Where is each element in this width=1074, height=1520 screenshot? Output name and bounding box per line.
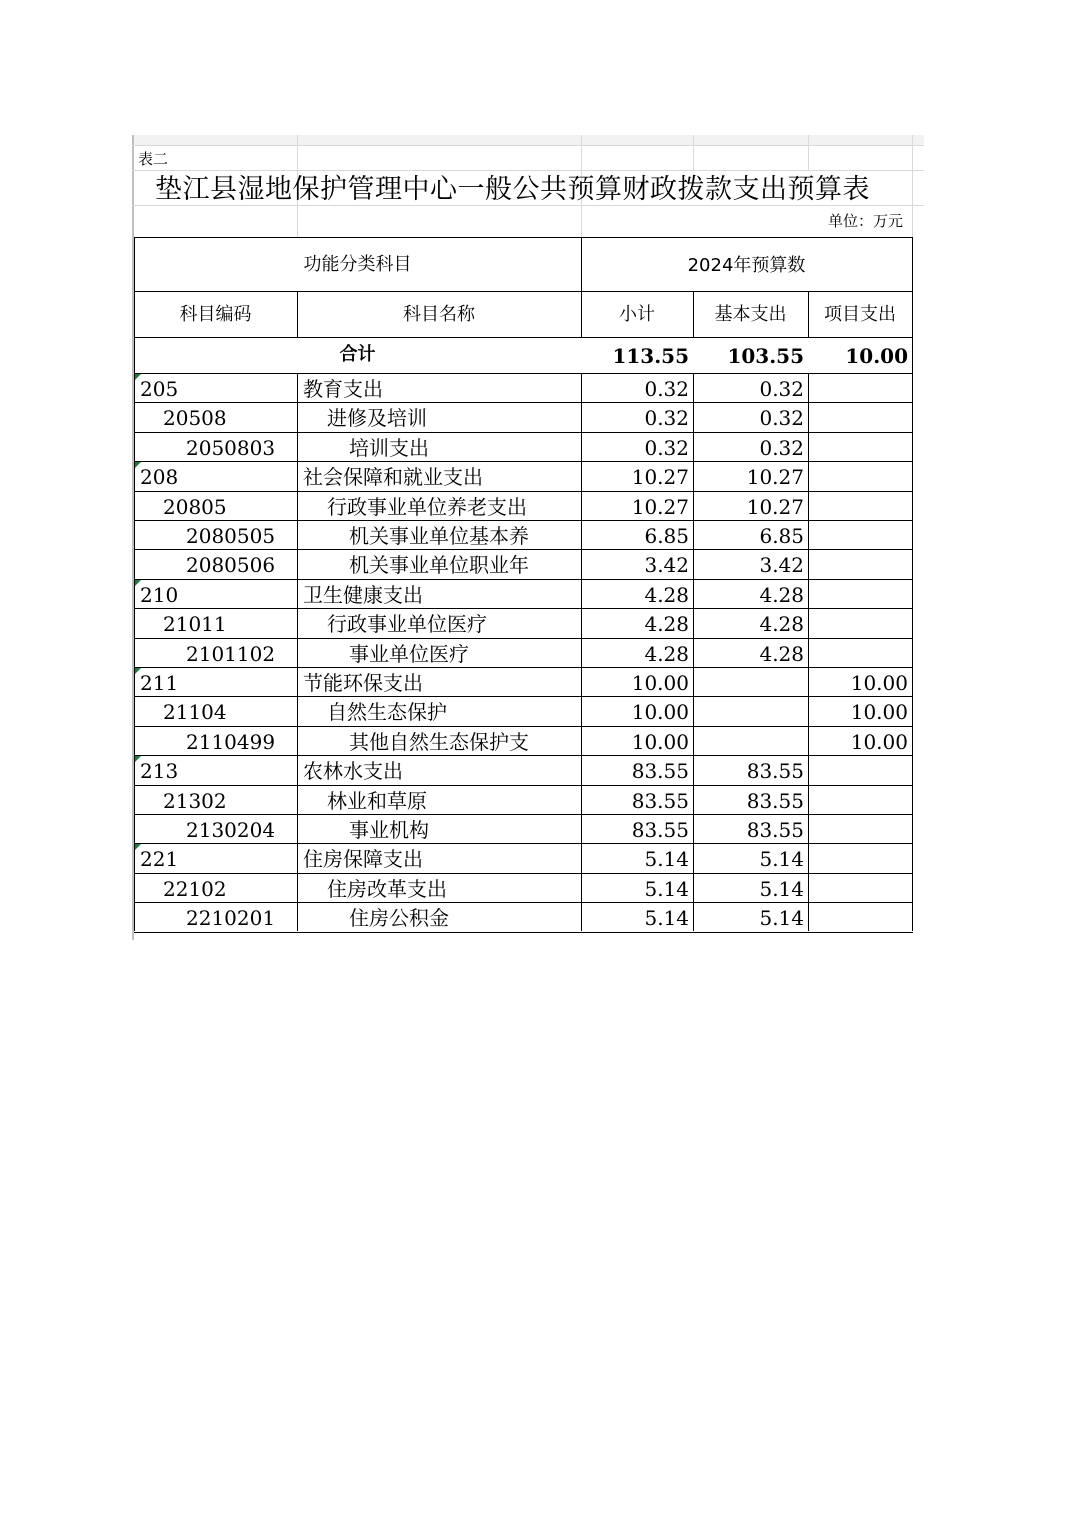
row-border bbox=[134, 785, 913, 786]
row-code: 22102 bbox=[163, 877, 227, 901]
table-border bbox=[134, 373, 913, 374]
row-basic: 5.14 bbox=[759, 906, 804, 930]
header-basic-expense: 基本支出 bbox=[714, 304, 787, 325]
row-basic: 0.32 bbox=[759, 406, 804, 430]
row-subtotal: 5.14 bbox=[644, 847, 689, 871]
row-border bbox=[134, 549, 913, 550]
gridline bbox=[808, 135, 809, 170]
row-border bbox=[134, 432, 913, 433]
row-subtotal: 0.32 bbox=[644, 436, 689, 460]
row-name: 住房改革支出 bbox=[327, 877, 447, 901]
row-border bbox=[134, 814, 913, 815]
row-name: 培训支出 bbox=[349, 436, 429, 460]
row-basic: 0.32 bbox=[759, 377, 804, 401]
row-subtotal: 83.55 bbox=[631, 818, 689, 842]
row-name: 自然生态保护 bbox=[327, 700, 447, 724]
row-code: 2110499 bbox=[186, 730, 276, 754]
table-border bbox=[134, 291, 913, 292]
row-code: 2101102 bbox=[186, 642, 276, 666]
unit-label: 单位：万元 bbox=[828, 212, 904, 230]
cell-marker-icon bbox=[135, 374, 141, 380]
row-code: 20508 bbox=[163, 406, 227, 430]
row-basic: 10.27 bbox=[746, 465, 804, 489]
row-code: 2080505 bbox=[186, 524, 276, 548]
row-subtotal: 4.28 bbox=[644, 612, 689, 636]
row-border bbox=[134, 726, 913, 727]
row-name: 住房保障支出 bbox=[303, 847, 423, 871]
row-border bbox=[134, 579, 913, 580]
row-basic: 3.42 bbox=[759, 553, 804, 577]
row-code: 205 bbox=[140, 377, 179, 401]
row-subtotal: 10.27 bbox=[631, 495, 689, 519]
row-code: 2050803 bbox=[186, 436, 276, 460]
row-name: 林业和草原 bbox=[327, 789, 427, 813]
row-border bbox=[134, 402, 913, 403]
cell-marker-icon bbox=[135, 844, 141, 850]
cell-marker-icon bbox=[135, 668, 141, 674]
row-name: 节能环保支出 bbox=[303, 671, 423, 695]
row-basic: 4.28 bbox=[759, 612, 804, 636]
row-subtotal: 0.32 bbox=[644, 406, 689, 430]
row-border bbox=[134, 638, 913, 639]
row-border bbox=[134, 608, 913, 609]
row-border bbox=[134, 843, 913, 844]
table-border bbox=[134, 237, 913, 238]
row-subtotal: 5.14 bbox=[644, 877, 689, 901]
row-border bbox=[134, 932, 913, 933]
row-name: 事业单位医疗 bbox=[349, 642, 469, 666]
row-name: 机关事业单位基本养 bbox=[349, 524, 529, 548]
gridline bbox=[912, 135, 913, 238]
row-border bbox=[134, 696, 913, 697]
row-subtotal: 10.00 bbox=[631, 671, 689, 695]
header-subject-name: 科目名称 bbox=[403, 304, 475, 325]
table-border bbox=[808, 373, 809, 931]
row-code: 2130204 bbox=[186, 818, 276, 842]
row-code: 21011 bbox=[163, 612, 227, 636]
row-subtotal: 10.27 bbox=[631, 465, 689, 489]
row-basic: 5.14 bbox=[759, 877, 804, 901]
row-basic: 83.55 bbox=[746, 818, 804, 842]
total-subtotal: 113.55 bbox=[612, 344, 689, 368]
row-name: 卫生健康支出 bbox=[303, 583, 423, 607]
row-name: 农林水支出 bbox=[303, 759, 403, 783]
row-border bbox=[134, 461, 913, 462]
row-basic: 6.85 bbox=[759, 524, 804, 548]
row-name: 社会保障和就业支出 bbox=[303, 465, 483, 489]
row-code: 20805 bbox=[163, 495, 227, 519]
column-header-strip bbox=[132, 135, 924, 145]
row-code: 211 bbox=[140, 671, 179, 695]
row-project: 10.00 bbox=[850, 730, 908, 754]
row-name: 其他自然生态保护支 bbox=[349, 730, 529, 754]
page-title: 垫江县湿地保护管理中心一般公共预算财政拨款支出预算表 bbox=[155, 174, 870, 205]
row-border bbox=[134, 491, 913, 492]
table-border bbox=[912, 237, 913, 931]
header-subtotal: 小计 bbox=[619, 304, 655, 325]
row-subtotal: 4.28 bbox=[644, 583, 689, 607]
row-subtotal: 0.32 bbox=[644, 377, 689, 401]
row-subtotal: 3.42 bbox=[644, 553, 689, 577]
gridline bbox=[132, 170, 924, 171]
row-subtotal: 83.55 bbox=[631, 789, 689, 813]
header-project-expense: 项目支出 bbox=[824, 304, 896, 325]
row-border bbox=[134, 902, 913, 903]
row-border bbox=[134, 667, 913, 668]
row-code: 221 bbox=[140, 847, 179, 871]
row-subtotal: 10.00 bbox=[631, 730, 689, 754]
row-name: 住房公积金 bbox=[349, 906, 449, 930]
row-subtotal: 83.55 bbox=[631, 759, 689, 783]
table-border bbox=[297, 373, 298, 931]
row-subtotal: 10.00 bbox=[631, 700, 689, 724]
header-budget-2024: 2024年预算数 bbox=[687, 255, 806, 276]
row-name: 事业机构 bbox=[349, 818, 429, 842]
cell-marker-icon bbox=[135, 756, 141, 762]
row-subtotal: 6.85 bbox=[644, 524, 689, 548]
row-code: 210 bbox=[140, 583, 179, 607]
table-border bbox=[134, 337, 913, 338]
row-basic: 10.27 bbox=[746, 495, 804, 519]
row-project: 10.00 bbox=[850, 700, 908, 724]
row-project: 10.00 bbox=[850, 671, 908, 695]
row-code: 21302 bbox=[163, 789, 227, 813]
cell-marker-icon bbox=[135, 462, 141, 468]
total-basic: 103.55 bbox=[727, 344, 804, 368]
total-label: 合计 bbox=[339, 344, 376, 365]
row-basic: 4.28 bbox=[759, 642, 804, 666]
row-name: 行政事业单位养老支出 bbox=[327, 495, 527, 519]
cell-marker-icon bbox=[135, 580, 141, 586]
total-project: 10.00 bbox=[845, 344, 908, 368]
row-basic: 4.28 bbox=[759, 583, 804, 607]
gridline bbox=[693, 135, 694, 170]
row-name: 行政事业单位医疗 bbox=[327, 612, 487, 636]
gridline bbox=[132, 205, 924, 206]
row-code: 21104 bbox=[163, 700, 227, 724]
table-label: 表二 bbox=[138, 150, 169, 168]
row-subtotal: 4.28 bbox=[644, 642, 689, 666]
row-basic: 5.14 bbox=[759, 847, 804, 871]
header-subject-code: 科目编码 bbox=[179, 304, 252, 325]
row-code: 2080506 bbox=[186, 553, 276, 577]
row-code: 208 bbox=[140, 465, 179, 489]
row-border bbox=[134, 520, 913, 521]
row-basic: 0.32 bbox=[759, 436, 804, 460]
row-subtotal: 5.14 bbox=[644, 906, 689, 930]
header-functional-classification: 功能分类科目 bbox=[303, 254, 412, 275]
row-border bbox=[134, 873, 913, 874]
row-code: 213 bbox=[140, 759, 179, 783]
row-name: 进修及培训 bbox=[327, 406, 427, 430]
row-border bbox=[134, 755, 913, 756]
gridline bbox=[132, 145, 924, 146]
row-basic: 83.55 bbox=[746, 759, 804, 783]
row-code: 2210201 bbox=[186, 906, 276, 930]
row-basic: 83.55 bbox=[746, 789, 804, 813]
row-name: 机关事业单位职业年 bbox=[349, 553, 529, 577]
row-name: 教育支出 bbox=[303, 377, 383, 401]
